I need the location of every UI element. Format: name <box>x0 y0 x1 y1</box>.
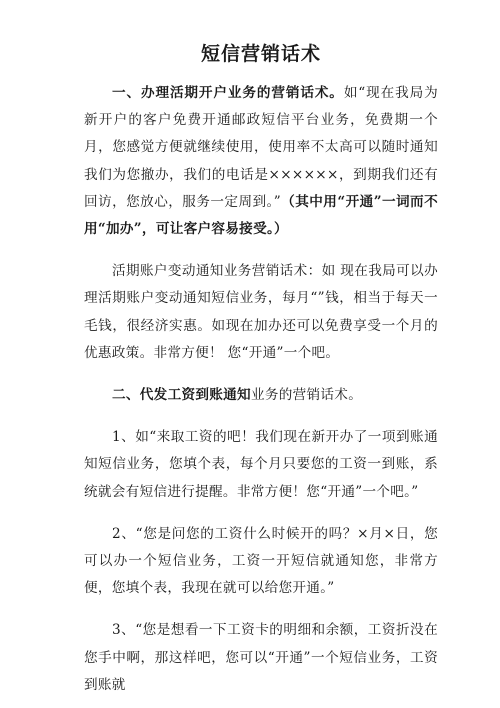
text-run: 3、“您是想看一下工资卡的明细和余额，工资折没在您手中啊，那这样吧，您可以“开通”一个短信业务，工资到账就 <box>84 622 438 693</box>
text-run: 如“现在我局为新开户的客户免费开通邮政短信平台业务，免费期一个月，您感觉方便就继续使用，使用率不太高可以随时通知我们为您撤办，我们的电话是××××××，到期我们还有回访，您放心，服务一定周到。” <box>84 85 438 210</box>
document-body <box>84 80 438 699</box>
paragraph <box>84 617 438 699</box>
bold-text-run: 一、办理活期开户业务的营销话术。 <box>112 85 344 101</box>
paragraph <box>84 382 438 409</box>
paragraph <box>84 521 438 603</box>
bold-text-run: 二、代发工资到账通知 <box>112 387 251 404</box>
text-run: 1、如“来取工资的吧！我们现在新开办了一项到账通知短信业务，您填个表，每个月只要您的工资一到账，系统就会有短信进行提醒。非常方便！您“开通”一个吧。” <box>84 429 438 500</box>
paragraph <box>84 424 438 506</box>
text-run: 2、“您是问您的工资什么时候开的吗？×月×日，您可以办一个短信业务，工资一开短信就通知您，非常方便，您填个表，我现在就可以给您开通。” <box>84 525 438 597</box>
text-run: 活期账户变动通知业务营销话术：如 现在我局可以办理活期账户变动通知短信业务，每月“”钱，相当于每天一毛钱，很经济实惠。如现在加办还可以免费享受一个月的优惠政策。非常方便！ 您“开通”一个吧。 <box>84 263 438 361</box>
text-run: 业务的营销话术。 <box>250 387 363 404</box>
document-title: 短信营销话术 <box>200 43 321 65</box>
paragraph <box>84 258 438 367</box>
paragraph <box>84 80 438 243</box>
bold-text-run: （其中用“开通”一词而不用“加办”，可让客户容易接受。） <box>84 193 438 238</box>
